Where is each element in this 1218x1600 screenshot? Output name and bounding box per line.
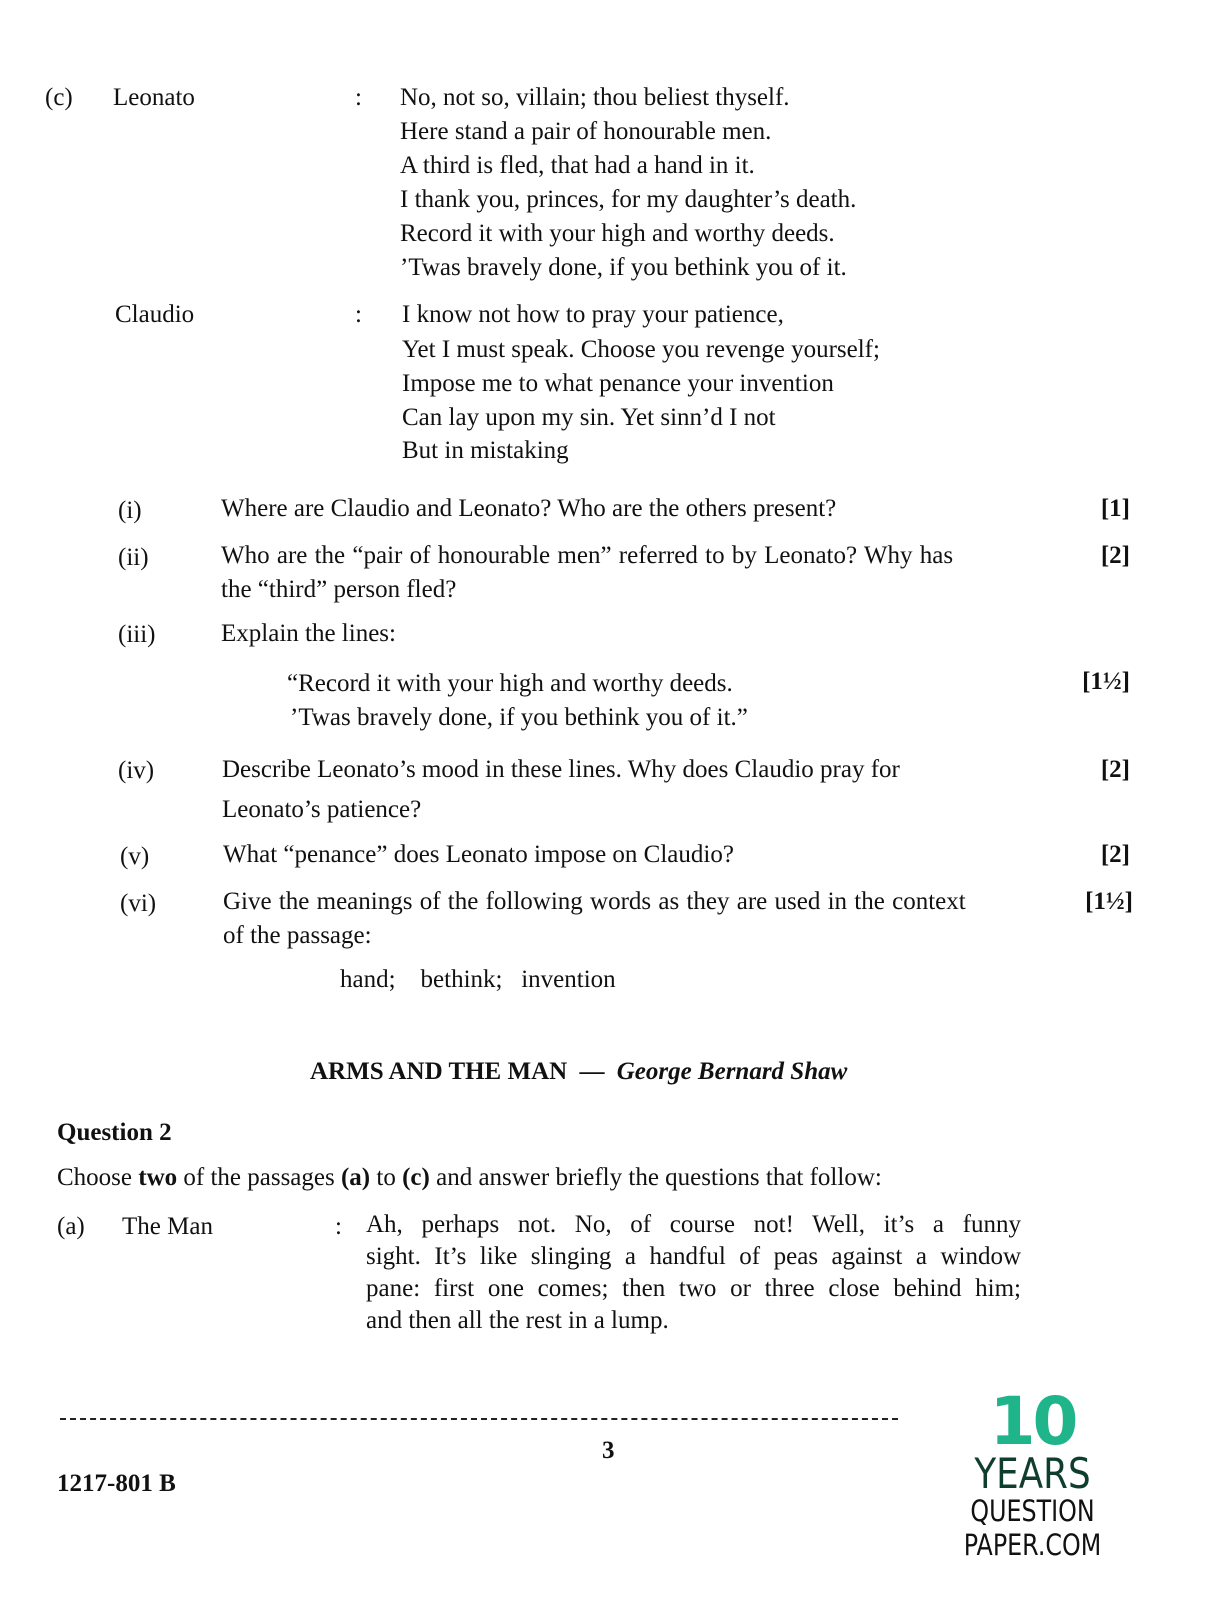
colon: : bbox=[355, 301, 362, 328]
speech-line: No, not so, villain; thou beliest thyself. bbox=[400, 84, 790, 111]
instr-text: and answer briefly the questions that follow: bbox=[429, 1164, 882, 1191]
speech-line: I thank you, princes, for my daughter’s death. bbox=[400, 186, 857, 213]
paper-code: 1217-801 B bbox=[57, 1470, 176, 1497]
speech-line: Record it with your high and worthy deeds. bbox=[400, 220, 835, 247]
question-number: (i) bbox=[118, 497, 142, 524]
section-heading bbox=[310, 1057, 847, 1087]
speech-line: But in mistaking bbox=[402, 437, 569, 464]
colon: : bbox=[355, 84, 362, 111]
question-text: Describe Leonato’s mood in these lines. Why does Claudio pray for bbox=[222, 756, 900, 783]
question-text: What “penance” does Leonato impose on Claudio? bbox=[223, 841, 734, 868]
speech-line: Ah, perhaps not. No, of course not! Well, it’s a funny bbox=[366, 1211, 1021, 1238]
section-dash: — bbox=[579, 1058, 605, 1085]
speech-line: sight. It’s like slinging a handful of peas against a window bbox=[366, 1243, 1021, 1270]
instr-bold: two bbox=[138, 1164, 178, 1191]
question-number: (ii) bbox=[118, 544, 149, 571]
speech-line: Impose me to what penance your invention bbox=[402, 370, 834, 397]
passage-label: (c) bbox=[45, 84, 73, 111]
question-marks: [2] bbox=[1100, 841, 1130, 868]
question-text: the “third” person fled? bbox=[221, 576, 457, 603]
question-marks: [2] bbox=[1100, 542, 1130, 569]
logo-years: YEARS bbox=[974, 1449, 1091, 1498]
question-number: (v) bbox=[120, 843, 150, 870]
quote-line: ’Twas bravely done, if you bethink you of it.” bbox=[290, 704, 748, 731]
question-marks: [1] bbox=[1100, 495, 1130, 522]
logo-site: QUESTION PAPER.COM bbox=[963, 1494, 1102, 1562]
speech-line: Can lay upon my sin. Yet sinn’d I not bbox=[402, 404, 776, 431]
colon: : bbox=[335, 1213, 342, 1240]
speech-line: I know not how to pray your patience, bbox=[402, 301, 784, 328]
site-logo bbox=[900, 1383, 1165, 1562]
question-number: (iv) bbox=[118, 757, 155, 784]
question-number: (vi) bbox=[120, 890, 157, 917]
section-author: George Bernard Shaw bbox=[616, 1058, 848, 1085]
speech-line: Yet I must speak. Choose you revenge yourself; bbox=[402, 336, 880, 363]
speech-line: A third is fled, that had a hand in it. bbox=[400, 152, 755, 179]
passage-label: (a) bbox=[57, 1213, 85, 1240]
page-number: 3 bbox=[602, 1437, 615, 1464]
question2-heading: Question 2 bbox=[57, 1119, 172, 1146]
speech-line: ’Twas bravely done, if you bethink you of it. bbox=[400, 254, 847, 281]
speech-line: and then all the rest in a lump. bbox=[366, 1307, 669, 1334]
footer-divider bbox=[60, 1418, 898, 1420]
question-text: Give the meanings of the following words as they are used in the context bbox=[223, 888, 966, 915]
speaker-claudio: Claudio bbox=[115, 301, 195, 328]
speaker-the-man: The Man bbox=[122, 1213, 213, 1240]
question2-instruction bbox=[57, 1163, 882, 1193]
speaker-leonato: Leonato bbox=[113, 84, 195, 111]
question-marks: [1½] bbox=[1085, 888, 1133, 915]
instr-bold: (a) bbox=[340, 1164, 371, 1191]
question-marks: [1½] bbox=[1082, 668, 1130, 695]
instr-text: to bbox=[370, 1164, 403, 1191]
question-number: (iii) bbox=[118, 621, 156, 648]
speech-line: pane: first one comes; then two or three close behind him; bbox=[366, 1275, 1021, 1302]
question-text: Who are the “pair of honourable men” referred to by Leonato? Why has bbox=[221, 542, 954, 569]
instr-bold: (c) bbox=[402, 1164, 430, 1191]
quote-line: “Record it with your high and worthy deeds. bbox=[287, 670, 733, 697]
speech-line: Here stand a pair of honourable men. bbox=[400, 118, 772, 145]
instr-text: of the passages bbox=[177, 1164, 341, 1191]
logo-number: 10 bbox=[989, 1383, 1076, 1460]
question-text: Leonato’s patience? bbox=[222, 796, 422, 823]
section-title: ARMS AND THE MAN bbox=[310, 1058, 568, 1085]
vocabulary-words: hand; bethink; invention bbox=[340, 966, 616, 993]
question-text: Where are Claudio and Leonato? Who are the others present? bbox=[221, 495, 837, 522]
question-text: of the passage: bbox=[223, 922, 372, 949]
question-marks: [2] bbox=[1100, 756, 1130, 783]
instr-text: Choose bbox=[57, 1164, 139, 1191]
question-text: Explain the lines: bbox=[221, 620, 396, 647]
